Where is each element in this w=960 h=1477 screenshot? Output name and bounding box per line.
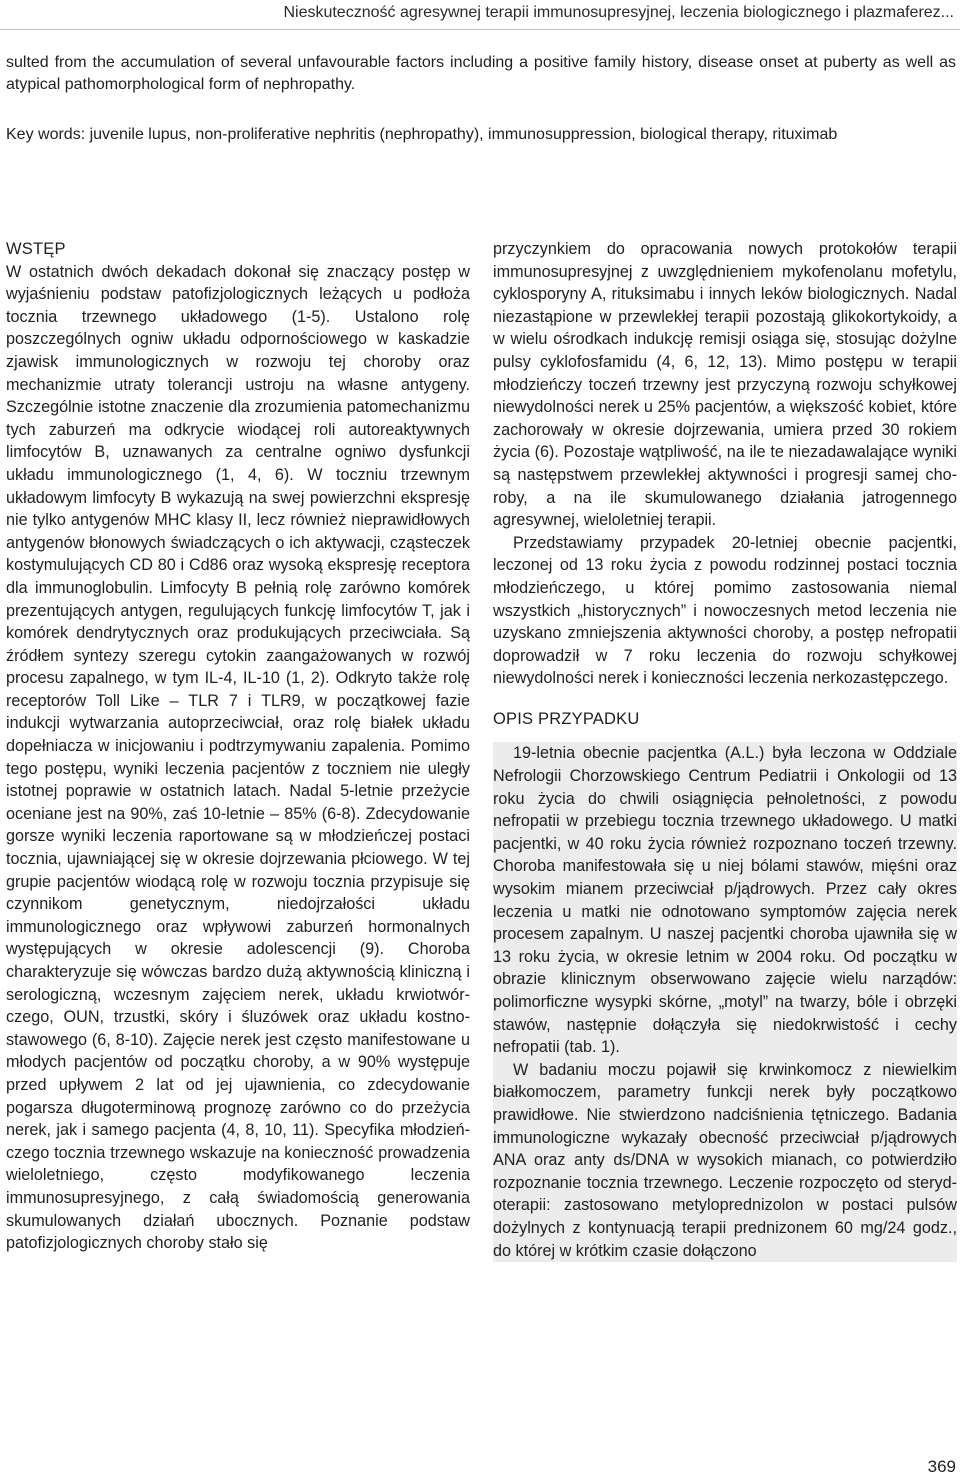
right-column <box>493 238 957 1262</box>
case-history-paragraph: 19-letnia obecnie pacjentka (A.L.) była leczona w Oddziale Nefrologii Chorzowskiego Centrum Pediatrii i Onkologii od 13 roku życia do chwili osiągnięcia pełnoletności, z powodu nefropatii w przebiegu tocznia trzewnego układowego. U matki pacjentki, w 40 roku życia również rozpoznano toczeń trzewny. Choroba manifestowała się u niej bólami stawów, mięśni oraz wysokim mianem przeciwciał p/jądrowych. Przez cały okres leczenia u matki nie odnotowano symptomów zajęcia nerek procesem zapalnym. U naszej pacjentki choroba ujawniła się w 13 roku życia, w okresie letnim w 2004 roku. Od początku w obrazie klinicznym obserwowano zajęcie wielu narządów: polimorficzne wysypki skórne, „motyl” na twarzy, bóle i obrzęki stawów, następnie dołączyła się niedokrwistość i cechy nefropatii (tab. 1). <box>493 744 957 1057</box>
abstract-conclusion: sulted from the accumulation of several unfavourable factors including a positive family history, disease onset at puberty as well as atypical pathomorphological form of nephropathy. <box>6 54 956 93</box>
section-heading-case-description: OPIS PRZYPADKU <box>493 709 640 728</box>
left-column <box>6 238 470 1255</box>
lab-findings-paragraph: W badaniu moczu pojawił się krwinkomocz z niewielkim białkomoczem, parametry funkcji nerek były początkowo prawidłowe. Nie stwierdzono nadciśnienia tętniczego. Badania immunologiczne wykazały obecność przeciwciał p/jądrowych ANA oraz anty ds/DNA w wysokich mianach, co potwierdziło rozpoznanie tocznia trzewnego. Leczenie rozpoczęto od sterydoterapii: zastosowano metyloprednizolon w postaci pulsów dożylnych z kontynuacją terapii prednizonem 60 mg/24 godz., do której w krótkim czasie dołączono <box>493 1060 957 1260</box>
running-title: Nieskuteczność agresywnej terapii immunosupresyjnej, leczenia biologicznego i plazmaferez... <box>283 4 954 21</box>
running-header <box>0 0 960 30</box>
section-heading-introduction: WSTĘP <box>6 240 66 258</box>
keywords: Key words: juvenile lupus, non-proliferative nephritis (nephropathy), immunosuppression, biological therapy, rituximab <box>6 126 838 143</box>
page-number: 369 <box>927 1457 956 1476</box>
case-summary-paragraph: Przedstawiamy przypadek 20-letniej obecnie pacjentki, leczonej od 13 roku życia z powodu rodzinnej postaci tocznia młodzieńczego, u której pomimo zastosowania niemal wszystkich „historycznych” i nowoczesnych metod leczenia nie uzyskano zmniejszenia aktywności choroby, a postęp nefropatii doprowadził w 7 roku leczenia do rozwoju schyłkowej niewydolności nerek i konieczności leczenia nerkozastępczego. <box>493 533 957 688</box>
case-description-block <box>493 742 957 1262</box>
introduction-continued-paragraph: przyczynkiem do opracowania nowych protokołów terapii immunosupresyjnej z uwzględnieniem mykofenolanu mofetylu, cyklosporyny A, rituksimabu i innych leków biologicznych. Nadal niezastąpione w przewlekłej terapii pozostają glikokortykoidy, a w wielu ośrodkach indukcję remisji osiąga się, stosując dożylne pulsy cyklofosfamidu (4, 6, 12, 13). Mimo postępu w terapii młodzieńczy toczeń trzewny jest przyczyną rozwoju schyłkowej niewydolności nerek u 25% pacjentów, a większość kobiet, które zachorowały w okresie dojrzewania, umiera przed 30 rokiem życia (6). Pozostaje wątpliwość, na ile te niezadawalające wyniki są następstwem przewlekłej aktywności i progresji samej choroby, a na ile skumulowanego działania jatrogennego agresywnej, wieloletniej terapii. <box>493 240 957 530</box>
introduction-paragraph: W ostatnich dwóch dekadach dokonał się znaczący postęp w wyjaśnieniu podstaw patofizjologicznych leżących u podłoża tocznia trzewnego układowego (1-5). Ustalono rolę poszczególnych ogniw układu odpornościowego w kaskadzie zjawisk immunologicznych w rozwoju tej choroby oraz mechanizmie utraty tolerancji ustroju na własne antygeny. Szczególnie istotne znaczenie dla zrozumienia patomechanizmu tych zaburzeń ma odkrycie wiodącej roli autoreaktywnych limfocytów B, uznawanych za centralne ogniwo dysfunkcji układu immunologicznego (1, 4, 6). W toczniu trzewnym układowym limfocyty B wykazują na swej powierzchni ekspresję nie tylko antygenów MHC klasy II, lecz również nieprawidłowych antygenów błonowych świadczących o ich aktywacji, cząsteczek kostymulujących CD 80 i Cd86 oraz wysoką ekspresję receptora dla immunoglobulin. Limfocyty B pełnią rolę zarówno komórek prezentujących antygen, regulujących funkcję limfocytów T, jak i komórek dendrytycznych oraz produkujących przeciwciała. Są źródłem syntezy szeregu cytokin zaangażowanych w rozwój procesu zapalnego, w tym IL-4, IL-10 (1, 2). Odkryto także rolę receptorów Toll Like – TLR 7 i TLR9, w początkowej fazie indukcji wytwarzania autoprzeciwciał, oraz rolę białek układu dopełniacza w inicjowaniu i podtrzymywaniu zapalenia. Pomimo tego postępu, wyniki leczenia pacjentów z toczniem nie uległy istotnej poprawie w ostatnich latach. Nadal 5-letnie przeżycie oceniane jest na 90%, zaś 10-letnie – 85% (6-8). Zdecydowanie gorsze wyniki leczenia raportowane są w młodzieńczej postaci tocznia, ujawniającej się w okresie dojrzewania płciowego. W tej grupie pacjentów wiodącą rolę w rozwoju tocznia przypisuje się czynnikom genetycznym, niedojrzałości układu immunologicznego oraz wpływowi zaburzeń hormonalnych występujących w okresie adolescencji (9). Choroba charakteryzuje się wówczas bardzo dużą aktywnością kliniczną i serologiczną, wczesnym zajęciem nerek, układu krwiotwórczego, OUN, trzustki, skóry i śluzówek oraz układu kostno-stawowego (6, 8-10). Zajęcie nerek jest często manifestowane u młodych pacjentów od początku choroby, a w 90% występuje przed upływem 2 lat od jej ujawnienia, co zdecydowanie pogarsza długoterminową prognozę zarówno co do przeżycia nerek, jak i samego pacjenta (4, 8, 10, 11). Specyfika młodzieńczego tocznia trzewnego wskazuje na konieczność prowadzenia wieloletniego, często modyfikowanego leczenia immunosupresyjnego, z całą świadomością generowania skumulowanych działań ubocznych. Poznanie podstaw patofizjologicznych choroby stało się <box>6 262 470 1253</box>
